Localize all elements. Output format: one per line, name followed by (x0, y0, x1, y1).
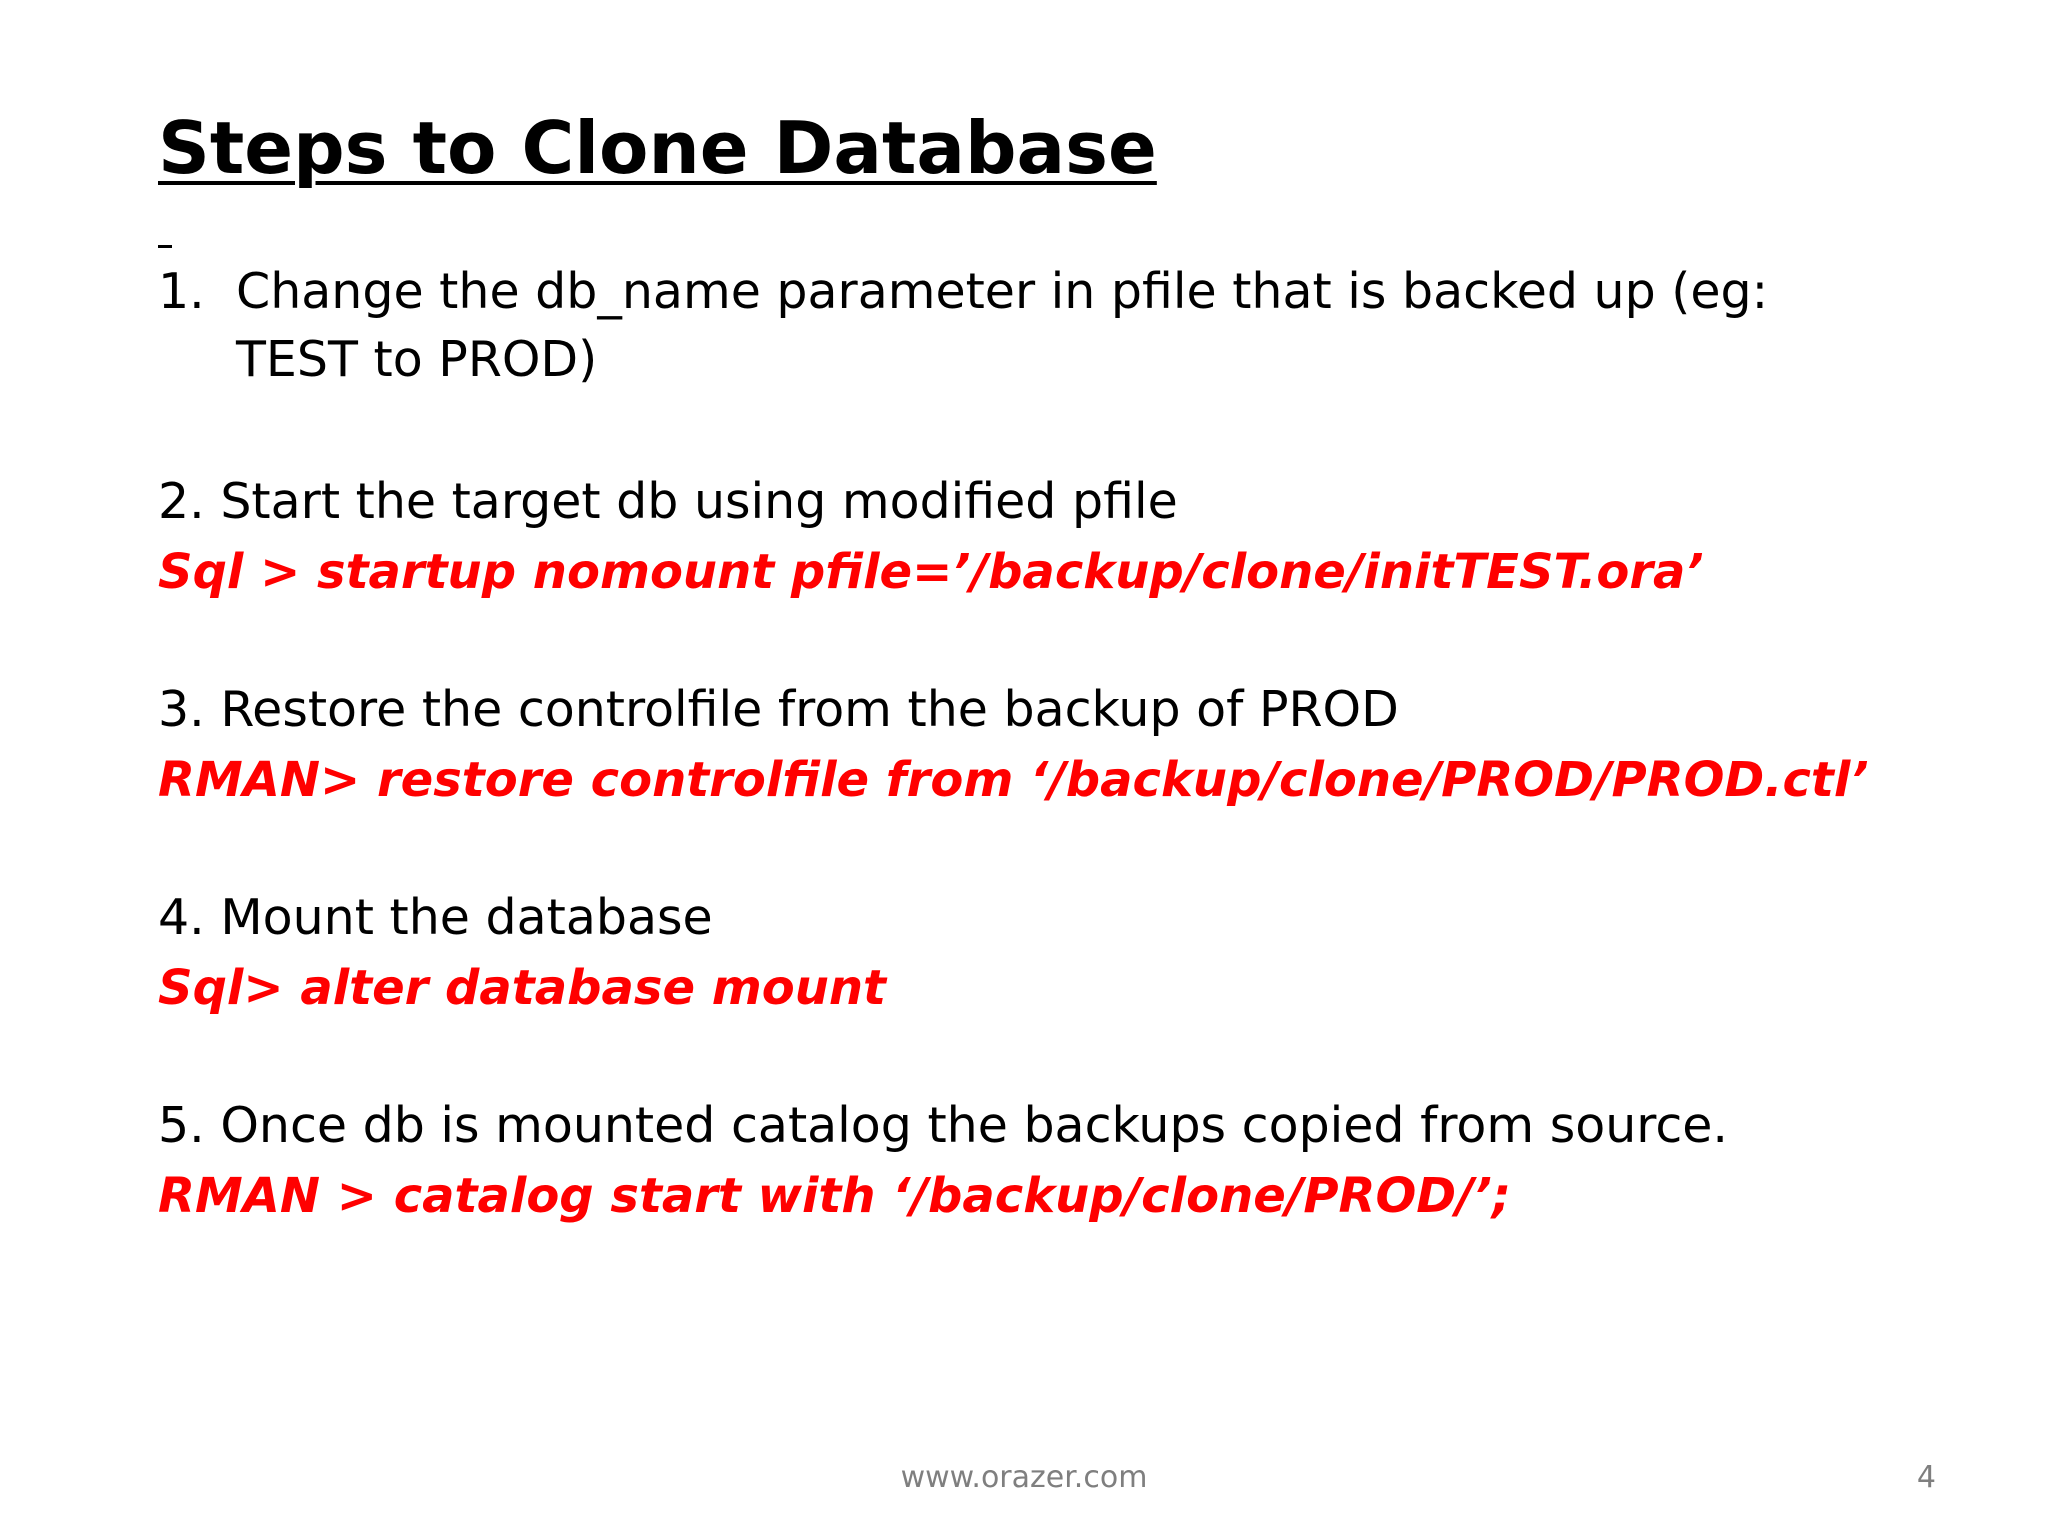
dash-mark (158, 245, 172, 248)
step-1-number: 1. (158, 263, 205, 320)
step-2-command: Sql > startup nomount pfile=’/backup/clone/initTEST.ora’ (158, 544, 1704, 600)
page-number: 4 (1916, 1460, 1936, 1495)
step-5-text: 5. Once db is mounted catalog the backups copied from source. (158, 1097, 1729, 1154)
step-3-command: RMAN> restore controlfile from ‘/backup/clone/PROD/PROD.ctl’ (158, 752, 1869, 808)
slide-title: Steps to Clone Database (158, 106, 1157, 190)
footer-url: www.orazer.com (900, 1460, 1148, 1495)
step-3-text: 3. Restore the controlfile from the backup of PROD (158, 681, 1399, 738)
step-5-command: RMAN > catalog start with ‘/backup/clone/PROD/’; (158, 1168, 1512, 1224)
step-4-command: Sql> alter database mount (158, 960, 886, 1016)
step-4-text: 4. Mount the database (158, 889, 713, 946)
step-2-text: 2. Start the target db using modified pfile (158, 473, 1178, 530)
step-1-text: Change the db_name parameter in pfile that is backed up (eg: TEST to PROD) (236, 263, 1769, 388)
